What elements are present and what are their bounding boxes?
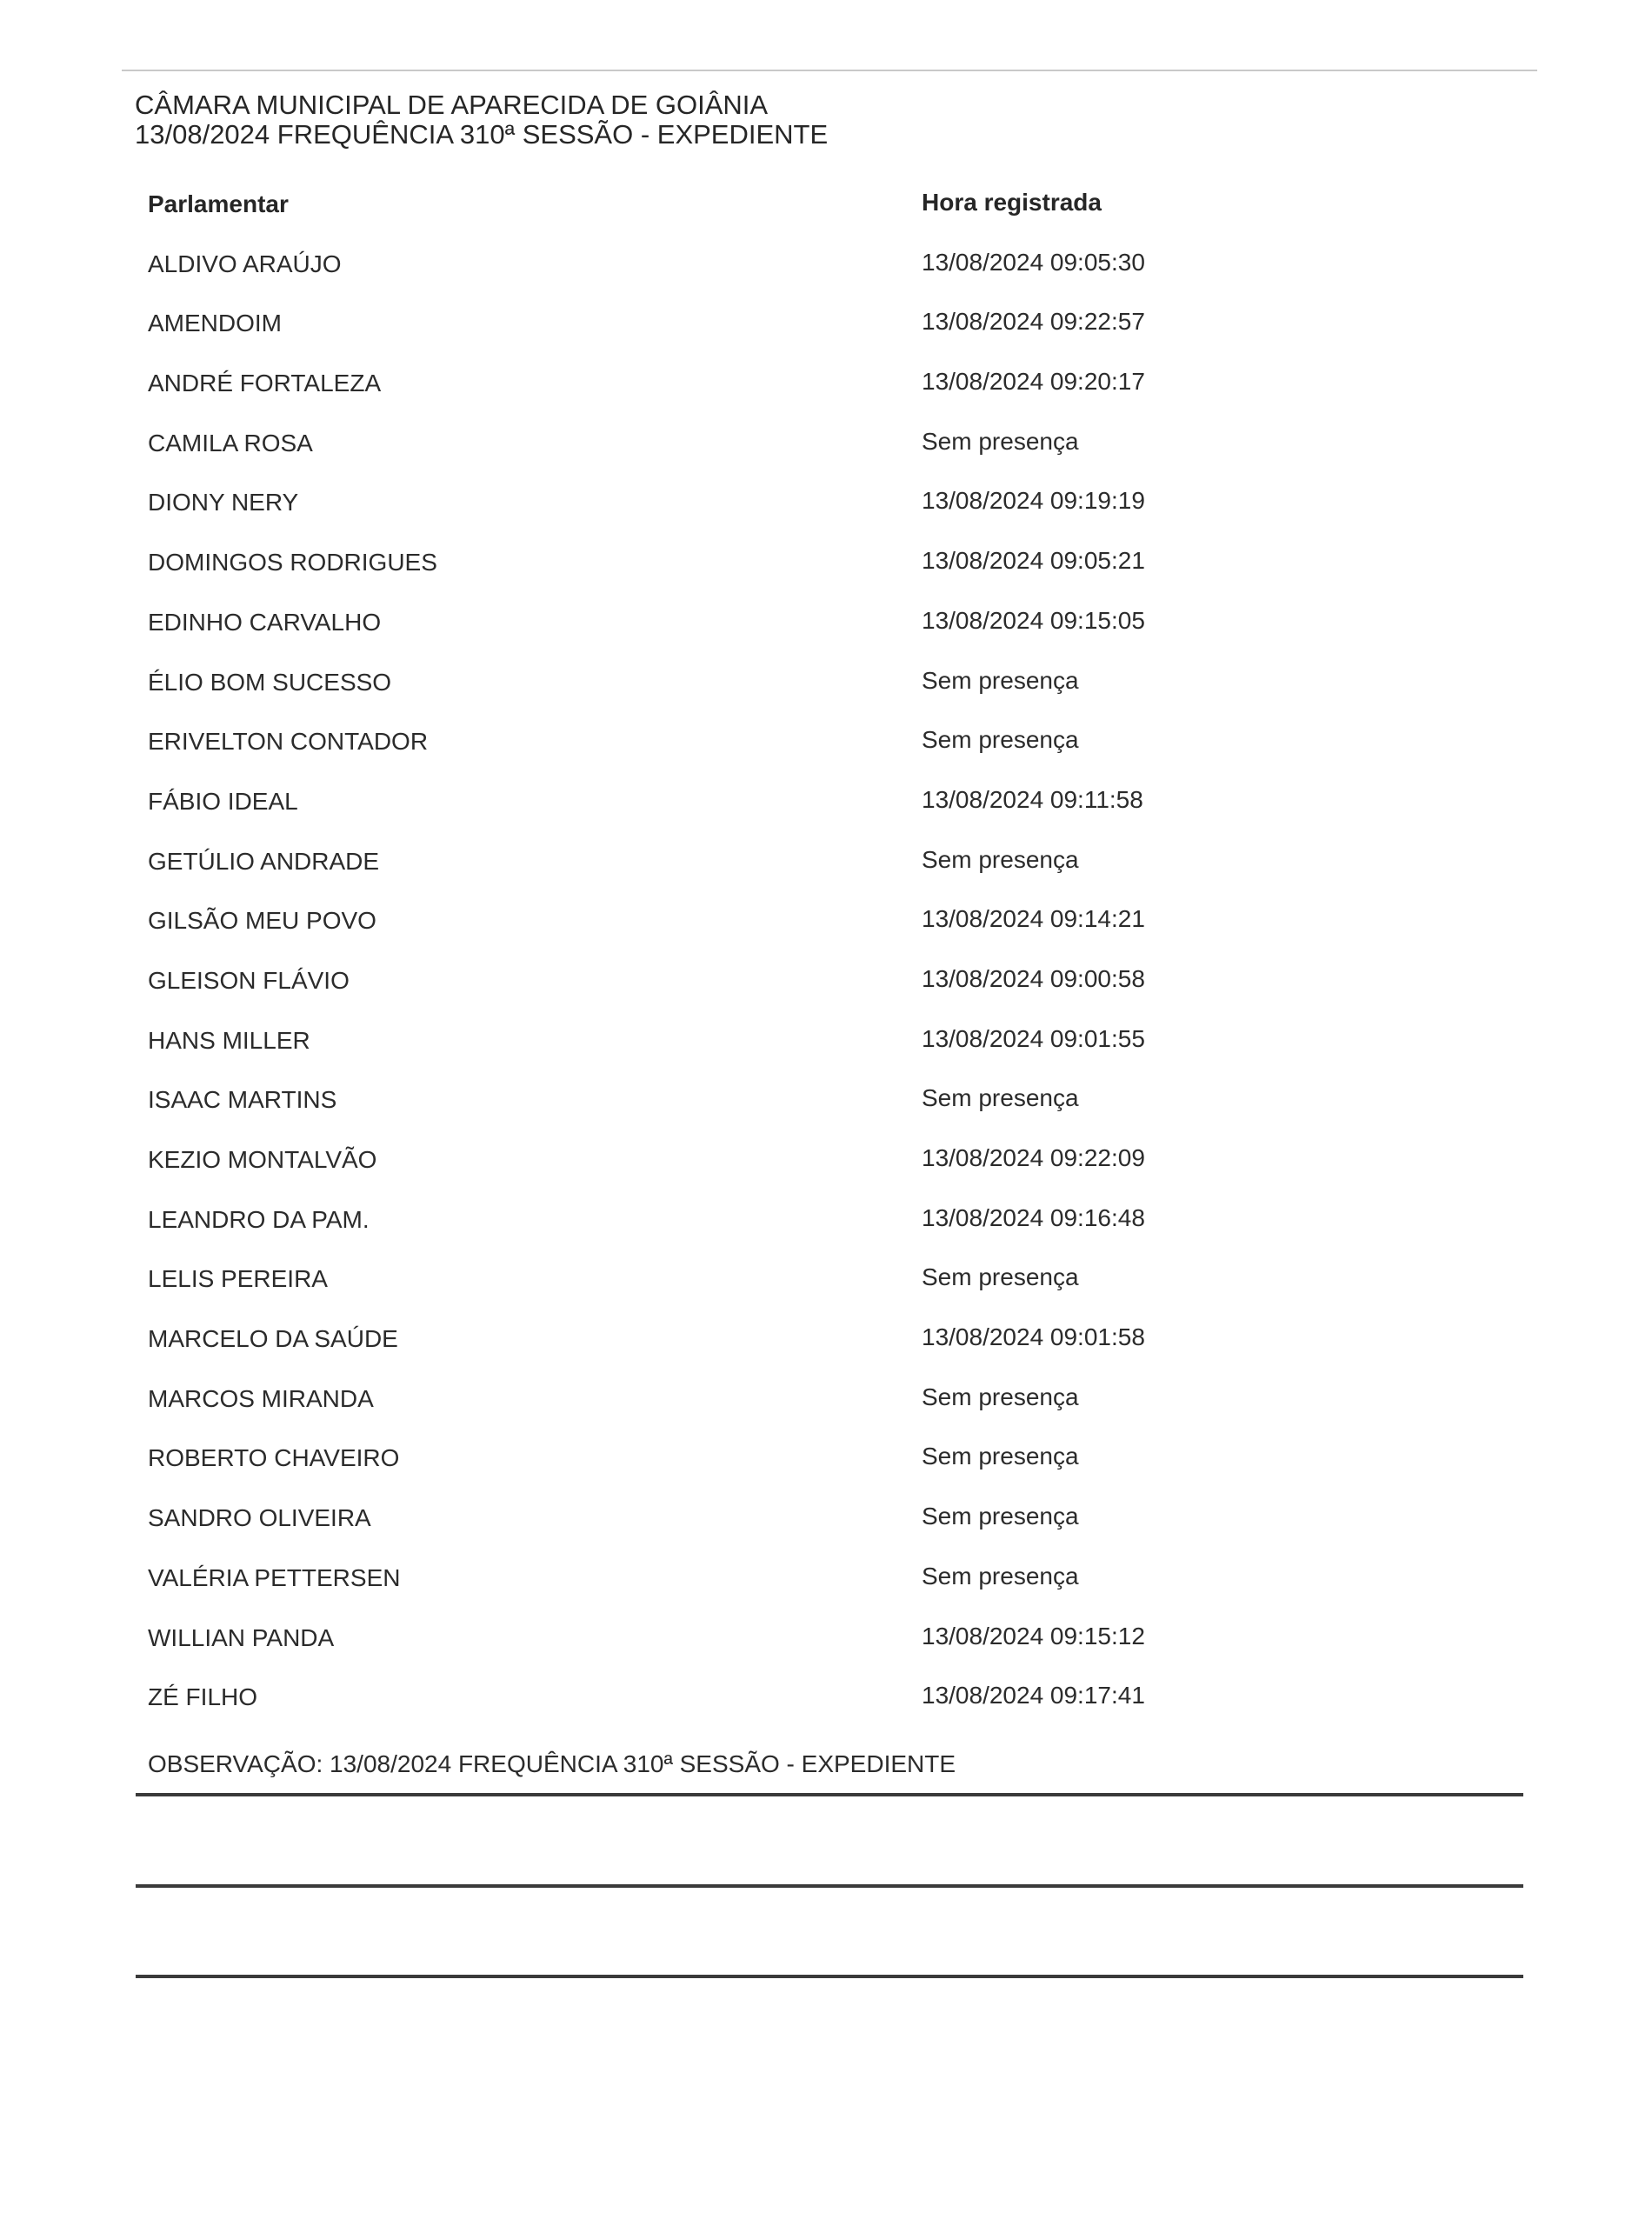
parlamentar-name: ISAAC MARTINS (148, 1086, 337, 1114)
parlamentar-name: ALDIVO ARAÚJO (148, 250, 342, 277)
table-header-row (148, 190, 1522, 250)
parlamentar-name: GILSÃO MEU POVO (148, 907, 376, 935)
table-row (148, 548, 1522, 608)
table-row (148, 787, 1522, 847)
table-row (148, 1264, 1522, 1324)
parlamentar-name: DOMINGOS RODRIGUES (148, 549, 437, 576)
parlamentar-name: GLEISON FLÁVIO (148, 966, 350, 994)
registered-time: 13/08/2024 09:11:58 (922, 785, 1143, 813)
registered-time: 13/08/2024 09:00:58 (922, 964, 1145, 992)
column-header-hora-registrada: Hora registrada (922, 189, 1102, 216)
parlamentar-name: ANDRÉ FORTALEZA (148, 370, 382, 397)
table-row (148, 369, 1522, 429)
parlamentar-name: FÁBIO IDEAL (148, 787, 298, 815)
table-row (148, 1324, 1522, 1384)
registered-time: Sem presença (922, 1503, 1079, 1530)
table-row (148, 966, 1522, 1026)
parlamentar-name: DIONY NERY (148, 489, 299, 517)
registered-time: 13/08/2024 09:01:58 (922, 1323, 1145, 1351)
registered-time: 13/08/2024 09:01:55 (922, 1024, 1145, 1052)
parlamentar-name: VALÉRIA PETTERSEN (148, 1563, 401, 1591)
registered-time: Sem presença (922, 1562, 1079, 1590)
table-row (148, 906, 1522, 966)
table-row (148, 309, 1522, 369)
signature-line-2 (136, 1884, 1523, 1888)
registered-time: Sem presença (922, 1263, 1079, 1291)
registered-time: Sem presença (922, 1084, 1079, 1112)
signature-line-1 (136, 1793, 1523, 1796)
registered-time: 13/08/2024 09:16:48 (922, 1203, 1145, 1231)
registered-time: 13/08/2024 09:22:09 (922, 1144, 1145, 1171)
table-row (148, 1563, 1522, 1623)
registered-time: Sem presença (922, 1383, 1079, 1410)
parlamentar-name: LEANDRO DA PAM. (148, 1205, 370, 1233)
table-row (148, 608, 1522, 668)
top-divider (122, 70, 1537, 71)
table-row (148, 847, 1522, 907)
attendance-table (148, 190, 1522, 1743)
parlamentar-name: CAMILA ROSA (148, 429, 313, 457)
parlamentar-name: GETÚLIO ANDRADE (148, 847, 380, 875)
table-row (148, 1443, 1522, 1503)
registered-time: 13/08/2024 09:22:57 (922, 308, 1145, 336)
table-row (148, 1085, 1522, 1145)
parlamentar-name: AMENDOIM (148, 310, 282, 337)
parlamentar-name: HANS MILLER (148, 1026, 310, 1054)
registered-time: Sem presença (922, 427, 1079, 455)
parlamentar-name: ÉLIO BOM SUCESSO (148, 668, 392, 696)
table-row (148, 488, 1522, 548)
observation-note: OBSERVAÇÃO: 13/08/2024 FREQUÊNCIA 310ª SESSÃO - EXPEDIENTE (148, 1750, 956, 1777)
registered-time: 13/08/2024 09:15:12 (922, 1622, 1145, 1650)
table-row (148, 429, 1522, 489)
parlamentar-name: ROBERTO CHAVEIRO (148, 1444, 400, 1472)
table-row (148, 668, 1522, 728)
parlamentar-name: SANDRO OLIVEIRA (148, 1504, 371, 1532)
parlamentar-name: MARCOS MIRANDA (148, 1384, 374, 1412)
registered-time: 13/08/2024 09:20:17 (922, 368, 1145, 396)
registered-time: 13/08/2024 09:15:05 (922, 606, 1145, 634)
registered-time: 13/08/2024 09:05:21 (922, 547, 1145, 575)
parlamentar-name: ZÉ FILHO (148, 1683, 258, 1711)
parlamentar-name: WILLIAN PANDA (148, 1623, 335, 1651)
registered-time: 13/08/2024 09:14:21 (922, 905, 1145, 933)
table-row (148, 1384, 1522, 1444)
column-header-parlamentar: Parlamentar (148, 190, 289, 217)
registered-time: Sem presença (922, 726, 1079, 754)
table-row (148, 1026, 1522, 1086)
session-title: 13/08/2024 FREQUÊNCIA 310ª SESSÃO - EXPEDIENTE (135, 119, 829, 150)
parlamentar-name: LELIS PEREIRA (148, 1265, 328, 1293)
table-row (148, 250, 1522, 310)
registered-time: 13/08/2024 09:19:19 (922, 487, 1145, 515)
signature-line-3 (136, 1975, 1523, 1978)
registered-time: Sem presença (922, 1443, 1079, 1470)
chamber-name: CÂMARA MUNICIPAL DE APARECIDA DE GOIÂNIA (135, 90, 769, 120)
parlamentar-name: EDINHO CARVALHO (148, 608, 382, 636)
parlamentar-name: MARCELO DA SAÚDE (148, 1325, 398, 1353)
registered-time: 13/08/2024 09:05:30 (922, 248, 1145, 276)
table-row (148, 1205, 1522, 1265)
table-row (148, 1503, 1522, 1563)
table-row (148, 1683, 1522, 1743)
registered-time: 13/08/2024 09:17:41 (922, 1682, 1145, 1709)
table-row (148, 1145, 1522, 1205)
table-row (148, 727, 1522, 787)
table-row (148, 1623, 1522, 1683)
parlamentar-name: KEZIO MONTALVÃO (148, 1146, 377, 1173)
parlamentar-name: ERIVELTON CONTADOR (148, 728, 429, 756)
registered-time: Sem presença (922, 845, 1079, 873)
document-header (135, 90, 1526, 150)
registered-time: Sem presença (922, 666, 1079, 694)
